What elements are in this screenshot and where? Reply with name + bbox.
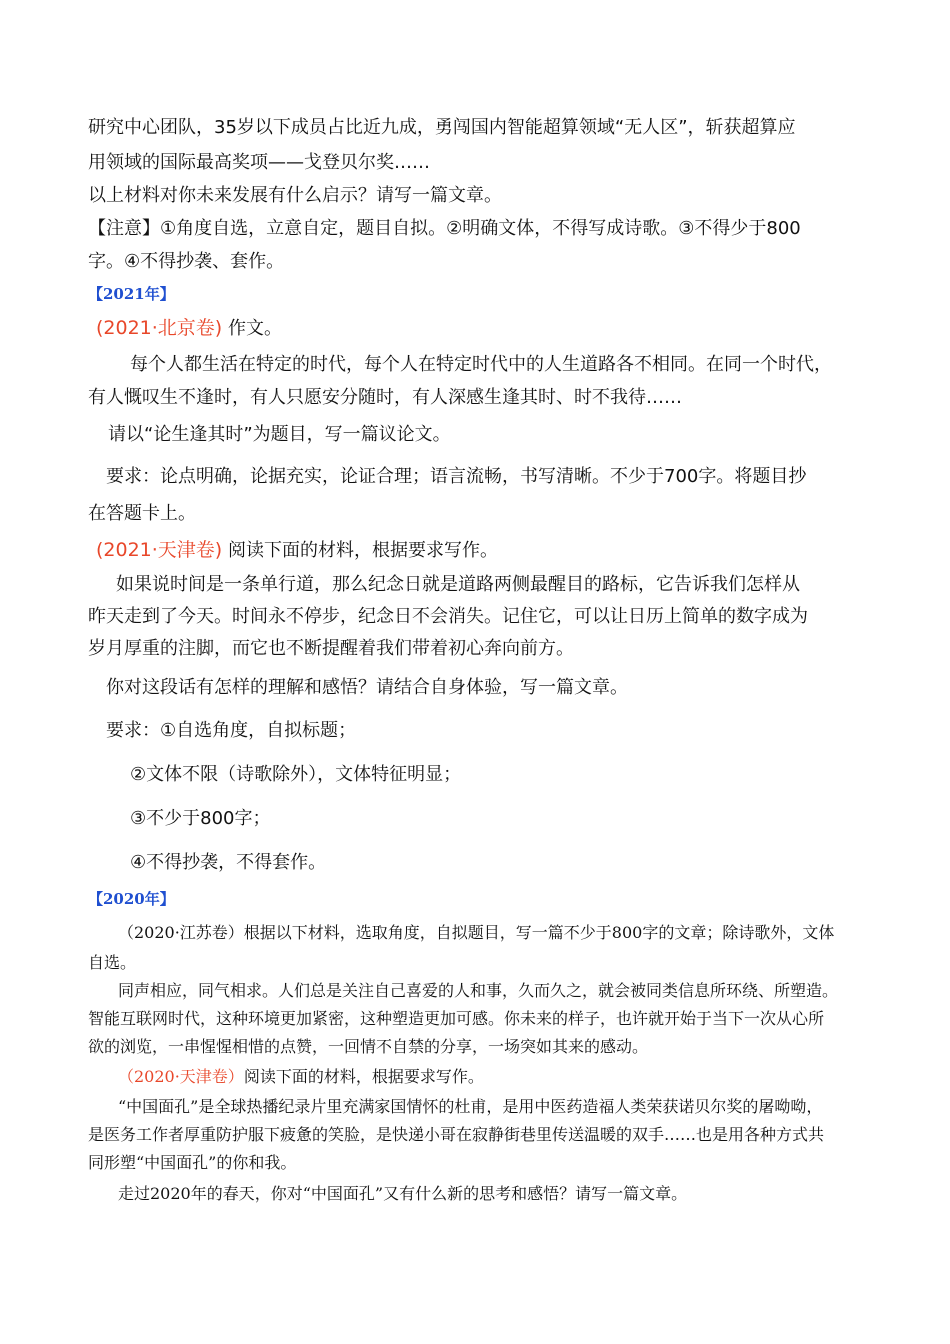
prompt-text: 请以“论生逢其时”为题目，写一篇议论文。	[108, 424, 451, 445]
jiangsu-2020-line: 自选。	[88, 953, 137, 972]
requirement-line: 要求：论点明确，论据充实，论证合理；语言流畅，书写清晰。不少于700字。将题目抄	[106, 466, 807, 487]
requirement-line: 要求：①自选角度，自拟标题；	[106, 720, 357, 741]
exam-title: 阅读下面的材料，根据要求写作。	[243, 1067, 484, 1086]
requirement-line: ④不得抄袭，不得套作。	[130, 852, 327, 873]
requirement-line: 在答题卡上。	[88, 503, 196, 524]
paragraph-line: 昨天走到了今天。时间永不停步，纪念日不会消失。记住它，可以让日历上简单的数字成为	[88, 606, 808, 627]
prompt-text: 你对这段话有怎样的理解和感悟？请结合自身体验，写一篇文章。	[106, 677, 628, 698]
section-header-2021: 【2021年】	[88, 285, 175, 303]
exam-title: 阅读下面的材料，根据要求写作。	[227, 540, 498, 561]
paragraph-line: 每个人都生活在特定的时代，每个人在特定时代中的人生道路各不相同。在同一个时代，	[130, 354, 832, 375]
exam-tag: (2021·天津卷)	[96, 539, 223, 561]
paragraph-line: 同形塑“中国面孔”的你和我。	[88, 1153, 297, 1172]
intro-question: 以上材料对你未来发展有什么启示？请写一篇文章。	[88, 185, 502, 206]
paragraph-line: 欲的浏览，一串惺惺相惜的点赞，一回情不自禁的分享，一场突如其来的感动。	[88, 1037, 649, 1056]
prompt-text: 走过2020年的春天，你对“中国面孔”又有什么新的思考和感悟？请写一篇文章。	[118, 1184, 688, 1203]
intro-line: 用领域的国际最高奖项——戈登贝尔奖……	[88, 152, 430, 173]
exam-tag: (2021·北京卷)	[96, 317, 223, 339]
requirement-line: ③不少于800字；	[130, 808, 271, 829]
paragraph-line: 是医务工作者厚重防护服下疲惫的笑脸，是快递小哥在寂静街巷里传送温暖的双手……也是用各种方式共	[88, 1125, 825, 1144]
jiangsu-2020-line: （2020·江苏卷）根据以下材料，选取角度，自拟题目，写一篇不少于800字的文章；除诗歌外，文体	[118, 923, 835, 942]
requirement-line: ②文体不限（诗歌除外），文体特征明显；	[130, 764, 462, 785]
intro-line: 研究中心团队，35岁以下成员占比近九成，勇闯国内智能超算领域“无人区”，斩获超算应	[88, 117, 796, 138]
paragraph-line: 智能互联网时代，这种环境更加紧密，这种塑造更加可感。你未来的样子，也许就开始于当下一次从心所	[88, 1009, 825, 1028]
paragraph-line: 岁月厚重的注脚，而它也不断提醒着我们带着初心奔向前方。	[88, 638, 574, 659]
paragraph-line: “中国面孔”是全球热播纪录片里充满家国情怀的杜甫，是用中医药造福人类荣获诺贝尔奖的屠呦呦，	[118, 1097, 823, 1116]
tianjin-2021-heading	[96, 535, 498, 562]
exam-title: 作文。	[227, 318, 282, 339]
exam-tag: （2020·天津卷）	[118, 1067, 244, 1086]
beijing-2021-heading	[96, 313, 282, 340]
section-header-2020: 【2020年】	[88, 890, 175, 908]
intro-note: 字。④不得抄袭、套作。	[88, 251, 285, 272]
tianjin-2020-heading	[118, 1064, 484, 1087]
paragraph-line: 有人慨叹生不逢时，有人只愿安分随时，有人深感生逢其时、时不我待……	[88, 387, 682, 408]
intro-note: 【注意】①角度自选，立意自定，题目自拟。②明确文体，不得写成诗歌。③不得少于800	[88, 218, 801, 239]
paragraph-line: 如果说时间是一条单行道，那么纪念日就是道路两侧最醒目的路标，它告诉我们怎样从	[116, 574, 800, 595]
paragraph-line: 同声相应，同气相求。人们总是关注自己喜爱的人和事，久而久之，就会被同类信息所环绕、所塑造。	[118, 981, 839, 1000]
